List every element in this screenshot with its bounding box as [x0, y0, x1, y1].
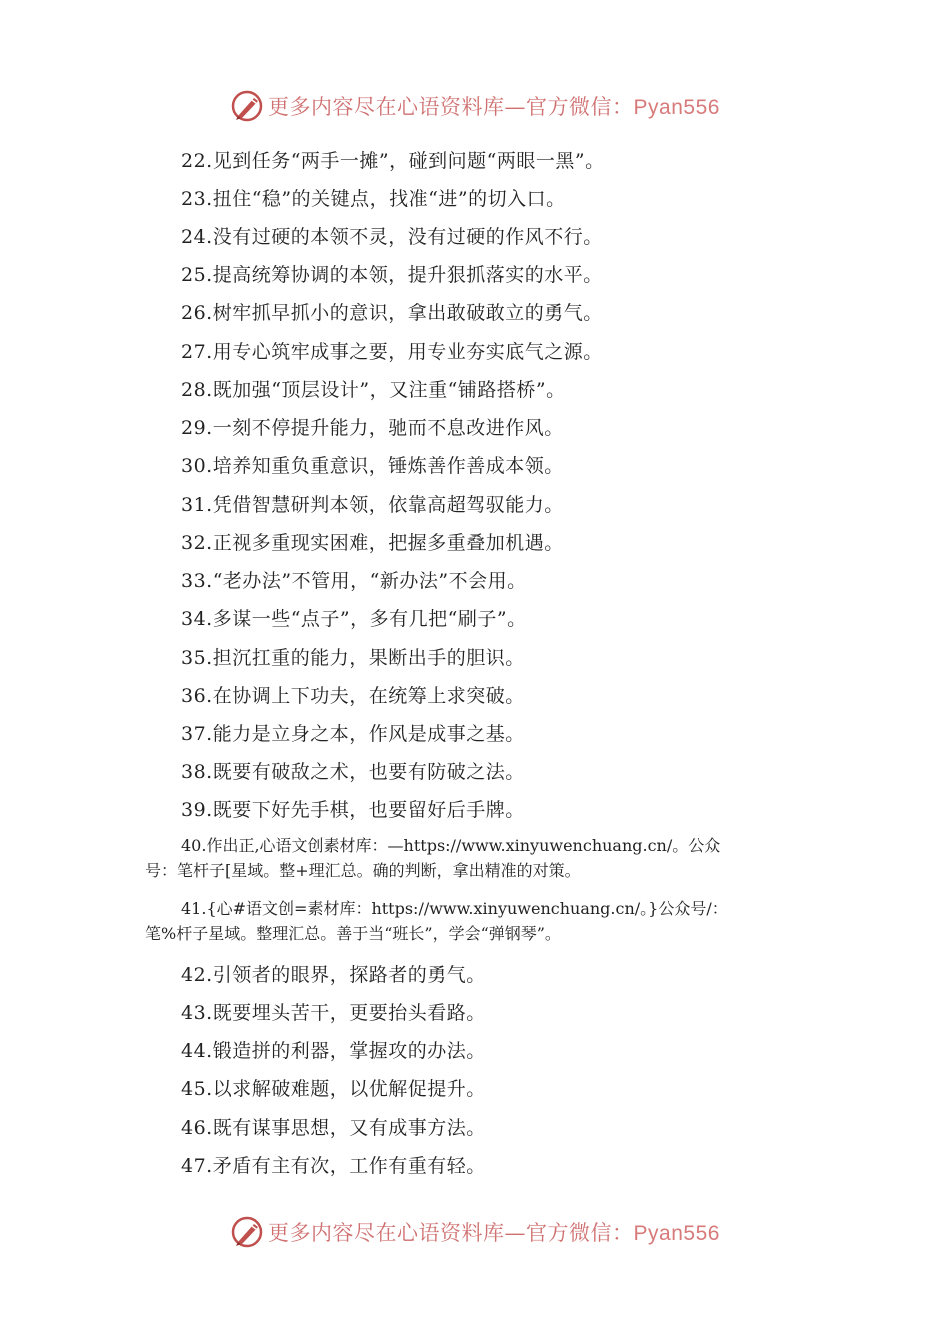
list-item: 25.提高统筹协调的本领，提升狠抓落实的水平。	[181, 264, 603, 286]
footer-banner	[0, 1210, 950, 1254]
list-item: 23.扭住“稳”的关键点，找准“进”的切入口。	[181, 188, 566, 210]
list-item-paragraph	[145, 833, 815, 883]
list-item: 46.既有谋事思想，又有成事方法。	[181, 1117, 486, 1139]
list-item: 24.没有过硬的本领不灵，没有过硬的作风不行。	[181, 226, 603, 248]
pen-logo-icon	[230, 89, 264, 123]
list-item: 33.“老办法”不管用，“新办法”不会用。	[181, 570, 527, 592]
list-item: 34.多谋一些“点子”，多有几把“刷子”。	[181, 608, 527, 630]
list-item: 22.见到任务“两手一摊”，碰到问题“两眼一黑”。	[181, 150, 605, 172]
list-item: 26.树牢抓早抓小的意识，拿出敢破敢立的勇气。	[181, 302, 603, 324]
header-banner-text: 更多内容尽在心语资料库—官方微信：Pyan556	[268, 95, 720, 119]
list-item: 44.锻造拼的利器，掌握攻的办法。	[181, 1040, 486, 1062]
list-item: 37.能力是立身之本，作风是成事之基。	[181, 723, 525, 745]
paragraph-line: 40.作出正,心语文创素材库：—https://www.xinyuwenchuang.cn/。公众	[181, 836, 721, 855]
list-item: 38.既要有破敌之术，也要有防破之法。	[181, 761, 525, 783]
list-item: 45.以求解破难题，以优解促提升。	[181, 1078, 486, 1100]
list-item: 28.既加强“顶层设计”，又注重“铺路搭桥”。	[181, 379, 566, 401]
list-item: 29.一刻不停提升能力，驰而不息改进作风。	[181, 417, 564, 439]
footer-banner-text: 更多内容尽在心语资料库—官方微信：Pyan556	[268, 1221, 720, 1245]
list-item-paragraph	[145, 896, 815, 946]
list-item: 27.用专心筑牢成事之要，用专业夯实底气之源。	[181, 341, 603, 363]
list-item: 47.矛盾有主有次，工作有重有轻。	[181, 1155, 486, 1177]
header-banner	[0, 84, 950, 128]
paragraph-line: 41.{心#语文创=素材库：https://www.xinyuwenchuang.cn/。}公众号/：	[181, 899, 728, 918]
list-item: 39.既要下好先手棋，也要留好后手牌。	[181, 799, 525, 821]
pen-logo-icon	[230, 1215, 264, 1249]
list-item: 36.在协调上下功夫，在统筹上求突破。	[181, 685, 525, 707]
list-item: 31.凭借智慧研判本领，依靠高超驾驭能力。	[181, 494, 564, 516]
list-item: 43.既要埋头苦干，更要抬头看路。	[181, 1002, 486, 1024]
paragraph-line: 号：笔杆子[星域。整+理汇总。确的判断，拿出精准的对策。	[145, 861, 581, 880]
paragraph-line: 笔%杆子星域。整理汇总。善于当“班长”，学会“弹钢琴”。	[145, 924, 561, 943]
list-item: 30.培养知重负重意识，锤炼善作善成本领。	[181, 455, 564, 477]
list-item: 35.担沉扛重的能力，果断出手的胆识。	[181, 647, 525, 669]
list-item: 32.正视多重现实困难，把握多重叠加机遇。	[181, 532, 564, 554]
list-item: 42.引领者的眼界，探路者的勇气。	[181, 964, 486, 986]
